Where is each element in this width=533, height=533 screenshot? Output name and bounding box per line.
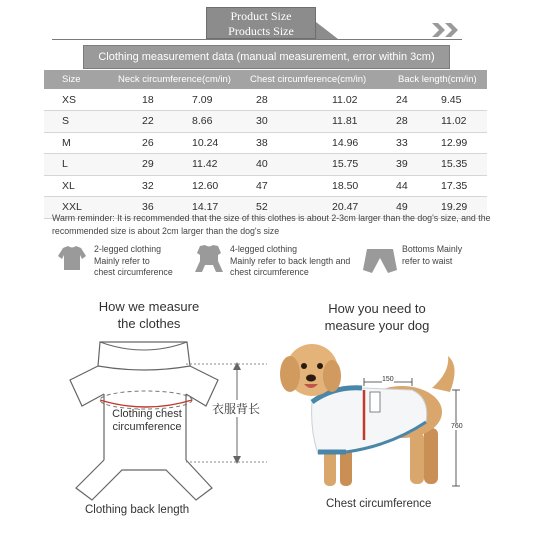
chevron-right-icon [445,23,459,37]
table-cell-back-in: 11.02 [437,111,487,133]
measurement-note-banner: Clothing measurement data (manual measurement, error within 3cm) [83,45,450,69]
table-cell-neck-cm: 18 [96,89,180,111]
table-cell-back-in: 17.35 [437,175,487,197]
measure-clothes-heading-line2: the clothes [117,316,181,331]
table-cell-back-cm: 28 [392,111,437,133]
table-row [44,111,487,133]
table-cell-neck-cm: 36 [96,197,180,219]
table-cell-chest-cm: 52 [244,197,304,219]
guide-two-legged-line3: chest circumference [94,267,173,277]
table-cell-back-cm: 39 [392,154,437,176]
table-cell-neck-in: 10.24 [180,132,244,154]
column-header-chest: Chest circumference(cm/in) [244,70,392,89]
table-cell-neck-cm: 22 [96,111,180,133]
guide-four-legged-line1: 4-legged clothing [230,244,298,254]
pants-icon [362,248,398,274]
guide-two-legged-line1: 2-legged clothing [94,244,162,254]
table-cell-back-cm: 49 [392,197,437,219]
table-cell-neck-in: 7.09 [180,89,244,111]
table-cell-chest-cm: 30 [244,111,304,133]
table-header-row [44,70,487,89]
table-row [44,154,487,176]
clothing-chest-label-line2: circumference [112,421,182,433]
two-legged-shirt-icon [56,244,88,272]
table-row [44,132,487,154]
banner-title: Product Size [230,9,292,23]
clothing-chest-label [92,408,202,434]
table-row [44,175,487,197]
table-cell-chest-in: 11.81 [304,111,392,133]
table-cell-neck-cm: 32 [96,175,180,197]
warm-reminder-text: Warm reminder: It is recommended that the size of this clothes is about 2-3cm larger than the dog's size, and the recommended size is about 2cm larger than the dog's size [52,213,491,236]
header-divider [52,39,462,40]
table-cell-size: S [44,111,96,133]
column-header-size: Size [44,70,96,89]
chevron-right-icon [432,23,446,37]
table-cell-neck-in: 12.60 [180,175,244,197]
table-cell-back-cm: 24 [392,89,437,111]
dog-dimension-side: 760 [451,423,463,430]
table-cell-back-cm: 44 [392,175,437,197]
table-cell-chest-cm: 28 [244,89,304,111]
table-cell-chest-cm: 38 [244,132,304,154]
guide-bottoms-line1: Bottoms Mainly [402,244,463,254]
table-cell-size: M [44,132,96,154]
table-cell-size: XXL [44,197,96,219]
table-cell-back-in: 19.29 [437,197,487,219]
dog-in-shirt-illustration [272,336,472,496]
table-cell-chest-in: 15.75 [304,154,392,176]
table-cell-chest-in: 11.02 [304,89,392,111]
table-cell-back-in: 15.35 [437,154,487,176]
measure-dog-heading [310,300,444,334]
table-cell-chest-in: 18.50 [304,175,392,197]
size-chart-table [44,70,487,219]
guide-four-legged-line3: chest circumference [230,267,309,277]
column-header-neck: Neck circumference(cm/in) [96,70,244,89]
table-cell-size: L [44,154,96,176]
table-cell-chest-cm: 47 [244,175,304,197]
measure-dog-heading-line1: How you need to [328,301,426,316]
table-cell-size: XS [44,89,96,111]
table-cell-neck-cm: 26 [96,132,180,154]
measure-dog-heading-line2: measure your dog [324,318,430,333]
table-cell-chest-in: 14.96 [304,132,392,154]
banner-subtitle: Products Size [228,24,294,38]
guide-two-legged-line2: Mainly refer to [94,255,150,266]
table-row [44,89,487,111]
measure-clothes-heading [82,298,216,332]
clothing-back-length-caption: Clothing back length [85,504,190,516]
clothing-chest-label-line1: Clothing chest [112,408,182,420]
measure-clothes-heading-line1: How we measure [98,299,200,314]
dog-dimension-top: 150 [382,376,394,383]
table-cell-neck-cm: 29 [96,154,180,176]
back-length-chinese-label: 衣服背长 [212,402,261,416]
table-cell-back-in: 9.45 [437,89,487,111]
table-cell-back-in: 12.99 [437,132,487,154]
table-cell-neck-in: 8.66 [180,111,244,133]
table-cell-chest-in: 20.47 [304,197,392,219]
guide-bottoms-line2: refer to waist [402,255,453,266]
product-size-banner [206,7,316,39]
table-cell-chest-cm: 40 [244,154,304,176]
table-cell-neck-in: 11.42 [180,154,244,176]
table-cell-size: XL [44,175,96,197]
table-cell-neck-in: 14.17 [180,197,244,219]
guide-four-legged-line2: Mainly refer to back length and [230,255,351,266]
four-legged-suit-icon [192,244,226,274]
banner-tab-shape [316,22,338,39]
column-header-back: Back length(cm/in) [392,70,487,89]
table-cell-back-cm: 33 [392,132,437,154]
chest-circumference-caption: Chest circumference [326,498,432,510]
